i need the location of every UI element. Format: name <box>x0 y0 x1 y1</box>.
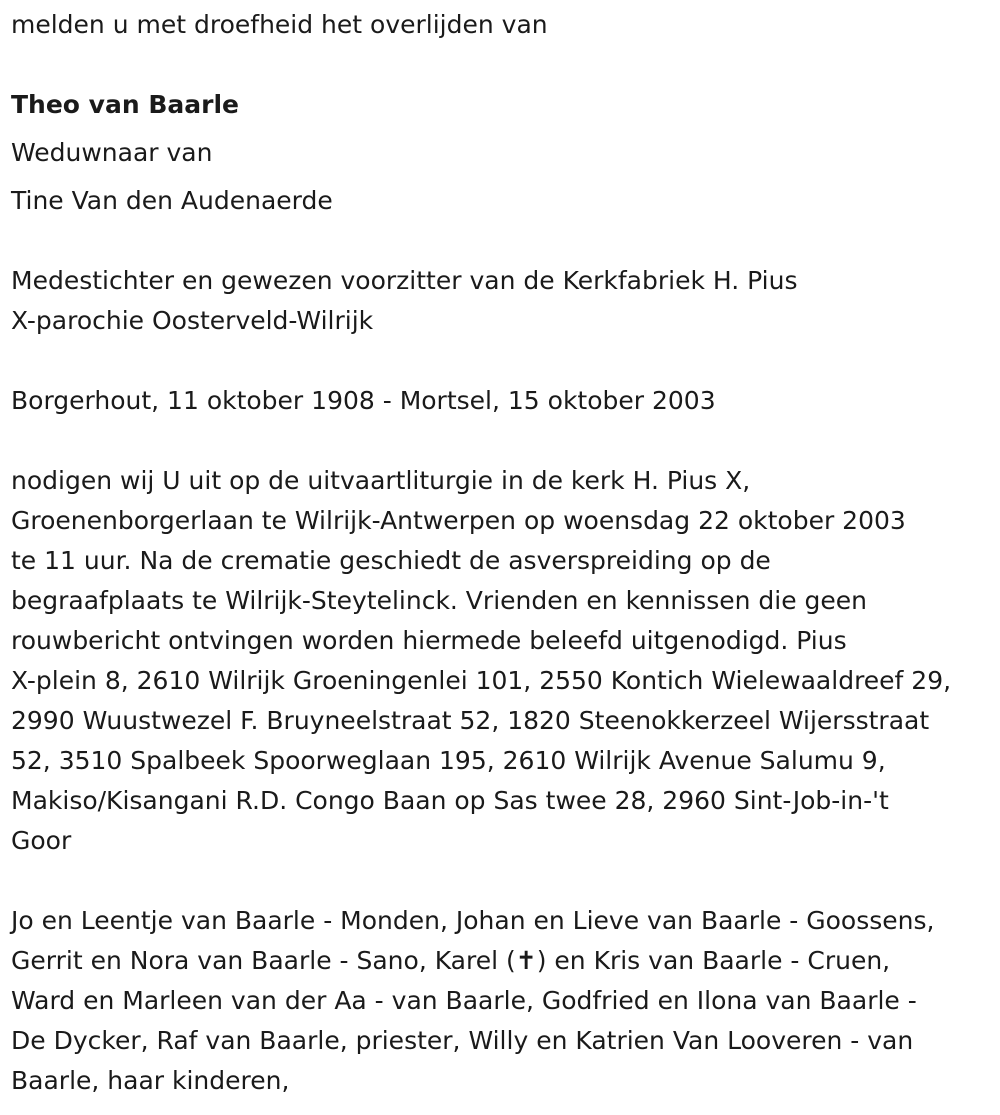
role-line-2: X-parochie Oosterveld-Wilrijk <box>11 306 374 335</box>
family-paragraph <box>11 901 991 1101</box>
intro-text: melden u met droefheid het overlijden van <box>11 10 548 39</box>
deceased-name: Theo van Baarle <box>11 90 240 119</box>
invitation-line: Makiso/Kisangani R.D. Congo Baan op Sas twee 28, 2960 Sint-Job-in-'t <box>11 786 889 815</box>
invitation-line: rouwbericht ontvingen worden hiermede beleefd uitgenodigd. Pius <box>11 626 847 655</box>
spouse-name: Tine Van den Audenaerde <box>11 186 333 215</box>
invitation-line: 2990 Wuustwezel F. Bruyneelstraat 52, 1820 Steenokkerzeel Wijersstraat <box>11 706 930 735</box>
invitation-line: X-plein 8, 2610 Wilrijk Groeningenlei 101, 2550 Kontich Wielewaaldreef 29, <box>11 666 952 695</box>
family-line: Gerrit en Nora van Baarle - Sano, Karel (✝) en Kris van Baarle - Cruen, <box>11 946 891 975</box>
invitation-line: Groenenborgerlaan te Wilrijk-Antwerpen op woensdag 22 oktober 2003 <box>11 506 906 535</box>
family-line: Baarle, haar kinderen, <box>11 1066 290 1095</box>
role-line-1: Medestichter en gewezen voorzitter van de Kerkfabriek H. Pius <box>11 266 798 295</box>
invitation-line: Goor <box>11 826 72 855</box>
invitation-line: te 11 uur. Na de crematie geschiedt de asverspreiding op de <box>11 546 771 575</box>
family-line: Jo en Leentje van Baarle - Monden, Johan en Lieve van Baarle - Goossens, <box>11 906 935 935</box>
invitation-line: 52, 3510 Spalbeek Spoorweglaan 195, 2610 Wilrijk Avenue Salumu 9, <box>11 746 886 775</box>
dates-text: Borgerhout, 11 oktober 1908 - Mortsel, 15 oktober 2003 <box>11 386 716 415</box>
family-line: Ward en Marleen van der Aa - van Baarle, Godfried en Ilona van Baarle - <box>11 986 917 1015</box>
invitation-line: begraafplaats te Wilrijk-Steytelinck. Vrienden en kennissen die geen <box>11 586 868 615</box>
invitation-paragraph <box>11 461 991 861</box>
family-line: De Dycker, Raf van Baarle, priester, Willy en Katrien Van Looveren - van <box>11 1026 914 1055</box>
invitation-line: nodigen wij U uit op de uitvaartliturgie in de kerk H. Pius X, <box>11 466 751 495</box>
relation-text: Weduwnaar van <box>11 138 213 167</box>
